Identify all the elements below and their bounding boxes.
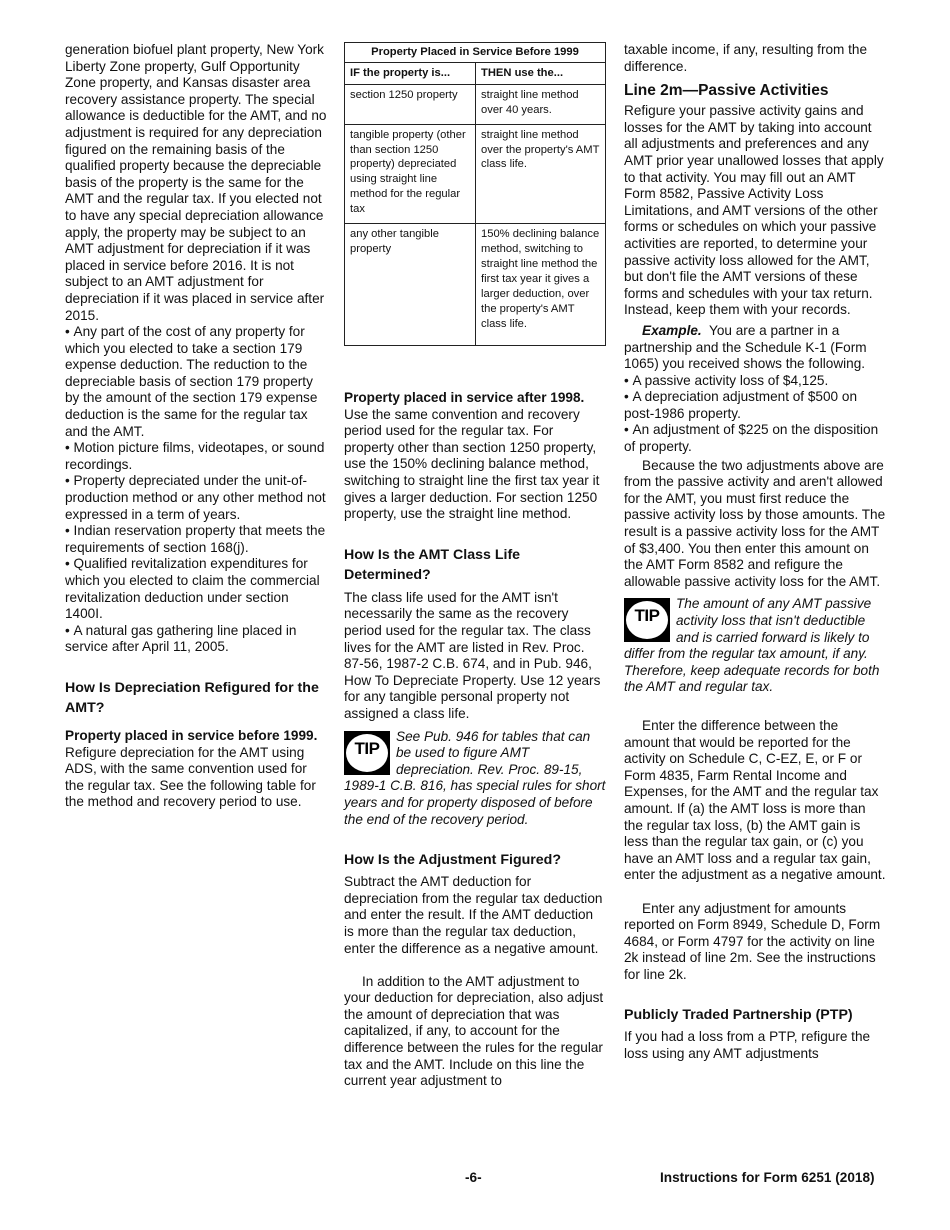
tip-label: TIP	[354, 738, 380, 758]
table-cell: section 1250 property	[345, 84, 476, 124]
bullet-revitalization: • Qualified revitalization expenditures for which you elected to claim the commercial revitalization deduction under section 1400I.	[65, 556, 327, 622]
paragraph-example	[624, 323, 886, 373]
tip-icon	[344, 731, 390, 775]
heading-line-2m: Line 2m—Passive Activities	[624, 82, 829, 100]
bullet-motion-picture: • Motion picture films, videotapes, or sound recordings.	[65, 440, 327, 473]
table-row	[345, 84, 606, 124]
table-cell: tangible property (other than section 1250 property) depreciated using straight line method for the regular tax	[345, 124, 476, 223]
table-row	[345, 124, 606, 223]
column-right	[624, 42, 886, 1063]
paragraph-continuation: taxable income, if any, resulting from the difference.	[624, 42, 868, 74]
example-bullet-depreciation: • A depreciation adjustment of $500 on post-1986 property.	[624, 389, 886, 422]
text-after-1998: Use the same convention and recovery period used for the regular tax. For property other than section 1250 property, use the 150% declining balance method, switching to straight line the first tax year it gives a larger deduction. For section 1250 property, use the straight line method.	[344, 406, 600, 522]
heading-adjustment: How Is the Adjustment Figured?	[344, 852, 562, 869]
footer-title: Instructions for Form 6251 (2018)	[660, 1170, 875, 1185]
example-text: You are a partner in a partnership and the Schedule K-1 (Form 1065) you received shows the following.	[624, 322, 867, 372]
bullet-unit-of-production: • Property depreciated under the unit-of-production method or any other method not expressed in a term of years.	[65, 473, 327, 523]
heading-depreciation-refigured: How Is Depreciation Refigured for the AMT?	[65, 679, 319, 716]
runin-after-1998: Property placed in service after 1998.	[344, 390, 585, 406]
paragraph-before-1999	[65, 728, 327, 811]
bullet-indian-reservation: • Indian reservation property that meets the requirements of section 168(j).	[65, 523, 327, 556]
heading-class-life: How Is the AMT Class Life Determined?	[344, 546, 521, 583]
paragraph-intro: generation biofuel plant property, New York Liberty Zone property, Gulf Opportunity Zone property, and Kansas disaster area recovery assistance property. The special allowance is deductible for the AMT, and no adjustment is required for any depreciation figured on the remaining basis of the qualified property because the depreciable basis of the property is the same for the AMT and the regular tax. If you elected not to have any special depreciation allowance apply, the property may be subject to an AMT adjustment for depreciation if it was placed in service before 2016. It is not subject to an AMT adjustment for depreciation if it was placed in service after 2015.	[65, 42, 327, 323]
table-cell: straight line method over the property's AMT class life.	[476, 124, 606, 223]
table-row	[345, 224, 606, 346]
paragraph-enter-adjustment: Enter any adjustment for amounts reported on Form 8949, Schedule D, Form 4684, or Form 4797 for the activity on line 2k instead of line 2m. See the instructions for line 2k.	[624, 900, 881, 982]
paragraph-after-1998	[344, 390, 606, 523]
example-label: Example.	[642, 322, 702, 338]
page-number: -6-	[465, 1170, 482, 1185]
tip-text: See Pub. 946 for tables that can be used to figure AMT depreciation. Rev. Proc. 89-15, 1989-1 C.B. 816, has special rules for short years and for property disposed of before the end of the recovery period.	[344, 728, 606, 827]
paragraph-enter-difference: Enter the difference between the amount that would be reported for the activity on Schedule C, C-EZ, E, or F or Form 4835, Farm Rental Income and Expenses, for the AMT and the regular tax amount. If (a) the AMT loss is more than the regular tax loss, (b) the AMT gain is less than the regular tax gain, or (c) you have an AMT loss and a regular tax gain, enter the adjustment as a negative amount.	[624, 717, 886, 883]
table-header-then: THEN use the...	[476, 62, 606, 84]
tip-text: The amount of any AMT passive activity loss that isn't deductible and is carried forward is likely to differ from the regular tax amount, if any. Therefore, keep adequate records for both the AMT and regular tax.	[624, 596, 880, 695]
example-bullet-disposition: • An adjustment of $225 on the disposition of property.	[624, 422, 886, 455]
depreciation-table	[344, 42, 606, 346]
table-cell: straight line method over 40 years.	[476, 84, 606, 124]
column-left	[65, 42, 327, 811]
text-before-1999: Refigure depreciation for the AMT using ADS, with the same convention used for the regular tax. See the following table for the method and recovery period to use.	[65, 744, 316, 810]
table-header-if: IF the property is...	[345, 62, 476, 84]
bullet-gas-gathering-line: • A natural gas gathering line placed in service after April 11, 2005.	[65, 623, 327, 656]
paragraph-ptp: If you had a loss from a PTP, refigure the loss using any AMT adjustments	[624, 1029, 871, 1062]
table-caption: Property Placed in Service Before 1999	[345, 43, 606, 63]
table-cell: 150% declining balance method, switching to straight line method the first tax year it gives a larger deduction, over the property's AMT class life.	[476, 224, 606, 346]
tip-note-pub-946	[344, 729, 606, 829]
table-cell: any other tangible property	[345, 224, 476, 346]
runin-before-1999: Property placed in service before 1999.	[65, 727, 318, 743]
paragraph-adjustment: Subtract the AMT deduction for depreciation from the regular tax deduction and enter the result. If the AMT deduction is more than the regular tax deduction, enter the difference as a negative amount.	[344, 874, 603, 956]
example-bullet-loss: • A passive activity loss of $4,125.	[624, 373, 886, 390]
tip-note-carryforward	[624, 596, 886, 696]
paragraph-class-life: The class life used for the AMT isn't necessarily the same as the recovery period used for the regular tax. The class lives for the AMT are listed in Rev. Proc. 87-56, 1987-2 C.B. 674, and in Pub. 946, How To Depreciate Property. Use 12 years for any tangible personal property not assigned a class life.	[344, 589, 601, 721]
tip-label: TIP	[634, 606, 660, 626]
bullet-section-179: • Any part of the cost of any property for which you elected to take a section 179 expense deduction. The reduction to the depreciable basis of section 179 property by the amount of the section 179 expense deduction is the same for the regular tax and the AMT.	[65, 324, 327, 440]
paragraph-addition: In addition to the AMT adjustment to your deduction for depreciation, also adjust the amount of depreciation that was capitalized, if any, to account for the difference between the rules for the regular tax and the AMT. Include on this line the current year adjustment to	[344, 973, 604, 1089]
column-middle	[344, 42, 606, 1090]
heading-ptp: Publicly Traded Partnership (PTP)	[624, 1007, 853, 1024]
paragraph-line-2m: Refigure your passive activity gains and losses for the AMT by taking into account all adjustments and preferences and any AMT prior year unallowed losses that apply to that activity. You may fill out an AMT Form 8582, Passive Activity Loss Limitations, and AMT versions of the other forms or schedules on which your passive activities are reported, to determine your passive activity loss allowed for the AMT, but don't file the AMT versions of these forms and schedules with your tax return. Instead, keep them with your records.	[624, 103, 884, 318]
paragraph-because: Because the two adjustments above are from the passive activity and aren't allowed for the AMT, you must first reduce the passive activity loss by those amounts. The result is a passive activity loss for the AMT of $3,400. You then enter this amount on the AMT Form 8582 and refigure the allowable passive activity loss for the AMT.	[624, 457, 886, 589]
tip-icon	[624, 598, 670, 642]
